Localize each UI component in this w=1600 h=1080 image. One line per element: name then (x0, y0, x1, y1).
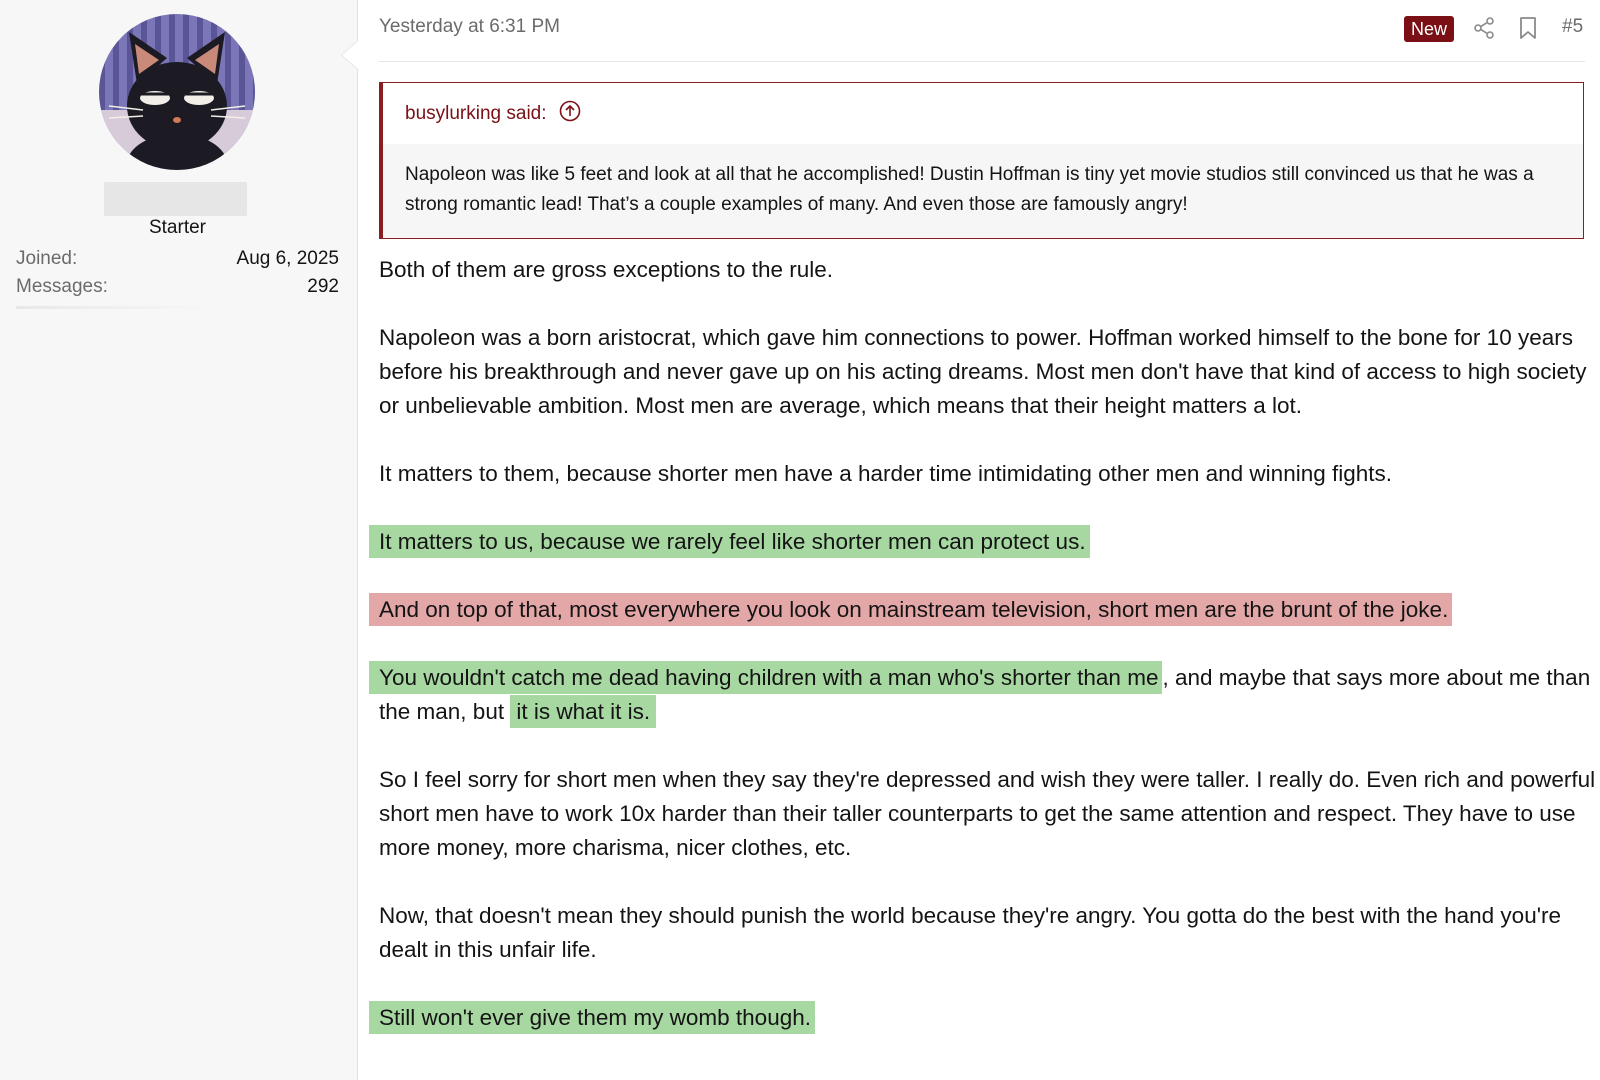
paragraph: Both of them are gross exceptions to the rule. (379, 257, 833, 282)
post-body (379, 253, 1597, 1069)
green-highlight: Still won't ever give them my womb though. (369, 1001, 815, 1034)
paragraph-highlighted (379, 525, 1597, 559)
paragraph: It matters to them, because shorter men have a harder time intimidating other men and winning fights. (379, 461, 1393, 486)
new-badge: New (1404, 16, 1454, 42)
quote-block (379, 82, 1584, 239)
quote-text: Napoleon was like 5 feet and look at all that he accomplished! Dustin Hoffman is tiny yet movie studios still convinced us that he was a strong romantic lead! That’s a couple examples of many. And even those are famously angry! (405, 164, 1534, 215)
plain-text: , and maybe that says more about me than the man, but (379, 665, 1591, 724)
paragraph: Now, that doesn't mean they should punish the world because they're angry. You gotta do the best with the hand you're dealt in this unfair life. (379, 903, 1562, 962)
post-number[interactable]: #5 (1562, 16, 1584, 37)
cat-avatar-icon (99, 14, 255, 170)
messages-label: Messages: (16, 276, 108, 297)
paragraph-mixed (379, 661, 1597, 729)
sidebar-pointer (341, 40, 358, 70)
stat-fade (16, 306, 216, 309)
paragraph: So I feel sorry for short men when they say they're depressed and wish they were taller. I really do. Even rich and powerful short men have to work 10x harder than their taller counterparts to get the same attention and respect. They have to use more money, more charisma, nicer clothes, etc. (379, 767, 1596, 860)
bookmark-icon[interactable] (1519, 16, 1537, 45)
username-placeholder[interactable] (104, 182, 247, 216)
avatar[interactable] (99, 14, 255, 170)
joined-value: Aug 6, 2025 (236, 248, 339, 269)
green-highlight: You wouldn't catch me dead having children with a man who's shorter than me (369, 661, 1162, 694)
user-title: Starter (148, 217, 207, 238)
joined-label: Joined: (16, 248, 78, 269)
green-highlight: it is what it is. (510, 695, 656, 728)
messages-stat (16, 276, 339, 298)
messages-value[interactable]: 292 (307, 276, 339, 297)
quote-header[interactable] (383, 83, 1583, 144)
green-highlight: It matters to us, because we rarely feel like shorter men can protect us. (369, 525, 1090, 558)
paragraph-highlighted (379, 1001, 1597, 1035)
quote-author[interactable]: busylurking said: (405, 102, 547, 124)
paragraph: Napoleon was a born aristocrat, which gave him connections to power. Hoffman worked himself to the bone for 10 years before his breakthrough and never gave up on his acting dreams. Most men don't have that kind of access to high society or unbelievable ambition. Most men are average, which means that their height matters a lot. (379, 325, 1587, 418)
post-timestamp[interactable]: Yesterday at 6:31 PM (379, 16, 560, 37)
paragraph-highlighted (379, 593, 1597, 627)
red-highlight: And on top of that, most everywhere you look on mainstream television, short men are the brunt of the joke. (369, 593, 1452, 626)
author-sidebar (0, 0, 358, 1080)
quote-jump-icon[interactable] (559, 100, 581, 128)
joined-stat (16, 248, 339, 270)
header-divider (379, 61, 1585, 62)
share-icon[interactable] (1473, 17, 1495, 44)
